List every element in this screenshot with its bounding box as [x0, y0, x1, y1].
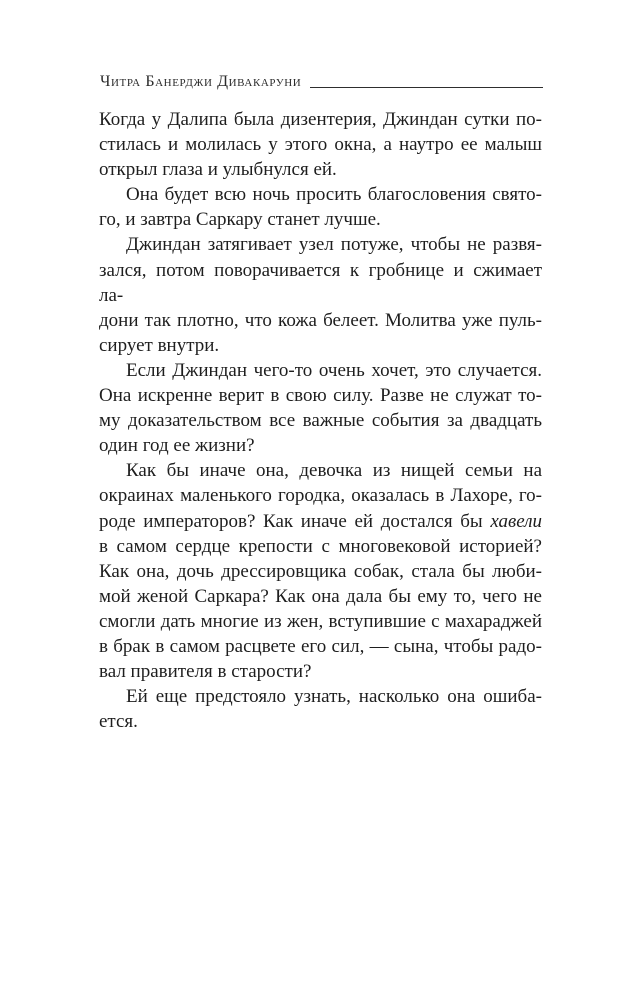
header-rule-divider [310, 87, 543, 88]
text-line: роде императоров? Как иначе ей достался бы хавели [99, 510, 542, 532]
text-line: мой женой Саркара? Как она дала бы ему то, чего не [99, 585, 542, 607]
text-line: вал правителя в старости? [99, 661, 312, 683]
text-line: Она будет всю ночь просить благословения свято- [126, 184, 542, 206]
paragraph [99, 684, 542, 734]
running-header [100, 72, 543, 92]
text-line: зался, потом поворачивается к гробнице и сжимает ла- [99, 259, 542, 306]
text-block [99, 107, 542, 734]
paragraph [99, 232, 542, 357]
text-line: му доказательством все важные события за двадцать [99, 410, 542, 432]
text-line: в брак в самом расцвете его сил, — сына, чтобы радо- [99, 635, 542, 657]
text-line: Как она, дочь дрессировщика собак, стала бы люби- [99, 560, 542, 582]
text-line: го, и завтра Саркару станет лучше. [99, 209, 381, 231]
text-line: Ей еще предстояло узнать, насколько она ошиба- [126, 686, 542, 708]
text-line: окраинах маленького городка, оказалась в Лахоре, го- [99, 485, 542, 507]
paragraph [99, 458, 542, 684]
italic-term: хавели [490, 510, 542, 532]
paragraph [99, 358, 542, 458]
paragraph [99, 107, 542, 182]
text-line: Как бы иначе она, девочка из нищей семьи на [126, 460, 542, 482]
text-line: в самом сердце крепости с многовековой историей? [99, 535, 542, 557]
text-line: Когда у Далипа была дизентерия, Джиндан сутки по- [99, 109, 542, 130]
text-line: Она искренне верит в свою силу. Разве не служат то- [99, 385, 542, 407]
text-line: ется. [99, 711, 138, 733]
text-line: один год ее жизни? [99, 435, 255, 457]
running-header-author: Читра Банерджи Дивакаруни [100, 73, 302, 90]
text-line: сирует внутри. [99, 334, 220, 356]
paragraph [99, 182, 542, 232]
text-line: Если Джиндан чего-то очень хочет, это случается. [126, 359, 542, 381]
text-line: стилась и молилась у этого окна, а наутро ее малыш [99, 134, 542, 156]
text-line: смогли дать многие из жен, вступившие с махараджей [99, 610, 542, 632]
text-line: Джиндан затягивает узел потуже, чтобы не развя- [126, 234, 542, 256]
text-line: открыл глаза и улыбнулся ей. [99, 159, 337, 181]
text-line: дони так плотно, что кожа белеет. Молитва уже пуль- [99, 309, 542, 331]
